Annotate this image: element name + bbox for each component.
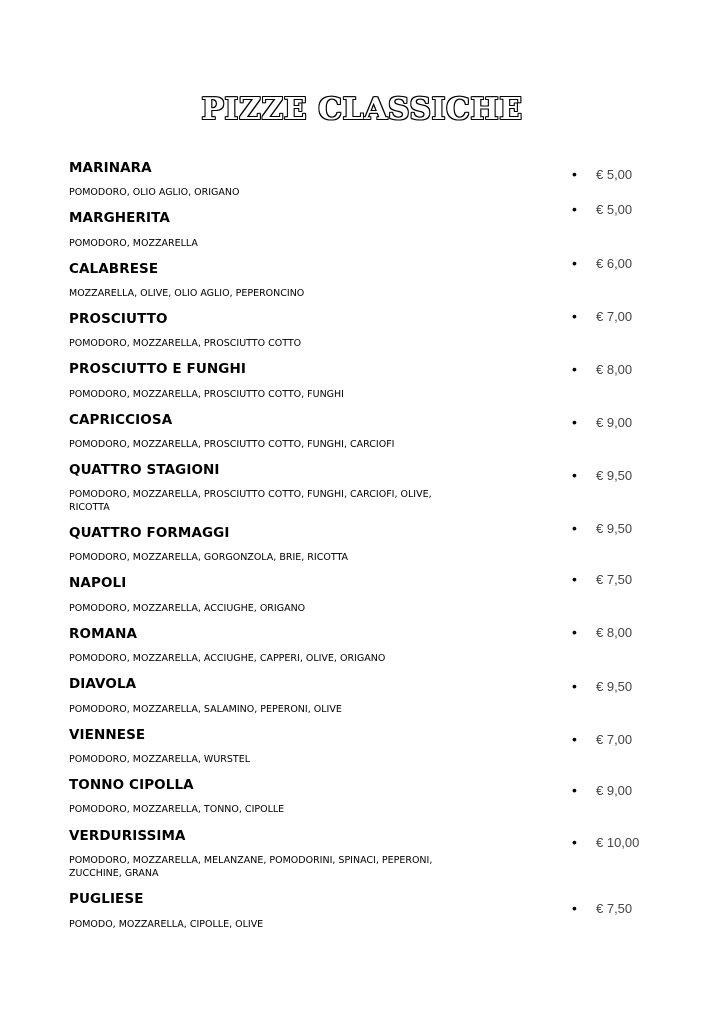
pizza-price-row: [572, 361, 632, 377]
bullet-icon: •: [572, 571, 577, 587]
pizza-price-row: [572, 678, 632, 694]
pizza-ingredients: MOZZARELLA, OLIVE, OLIO AGLIO, PEPERONCINO: [69, 288, 305, 299]
pizza-ingredients: POMODORO, MOZZARELLA, ACCIUGHE, ORIGANO: [69, 603, 306, 614]
pizza-ingredients: POMODORO, MOZZARELLA, PROSCIUTTO COTTO: [69, 338, 302, 349]
bullet-icon: •: [572, 678, 577, 694]
pizza-name: TONNO CIPOLLA: [69, 777, 194, 793]
bullet-icon: •: [572, 166, 577, 182]
bullet-icon: •: [572, 308, 577, 324]
pizza-name: VERDURISSIMA: [69, 828, 186, 844]
bullet-icon: •: [572, 782, 577, 798]
bullet-icon: •: [572, 520, 577, 536]
pizza-name: QUATTRO FORMAGGI: [69, 525, 230, 541]
pizza-name: PROSCIUTTO: [69, 311, 168, 327]
pizza-name: VIENNESE: [69, 727, 146, 743]
pizza-price-row: [572, 624, 632, 640]
pizza-ingredients: POMODORO, MOZZARELLA, TONNO, CIPOLLE: [69, 804, 285, 815]
pizza-price: € 10,00: [596, 835, 640, 850]
bullet-icon: •: [572, 900, 577, 916]
pizza-name: NAPOLI: [69, 575, 127, 591]
pizza-ingredients: POMODORO, MOZZARELLA: [69, 238, 198, 249]
pizza-price: € 7,00: [596, 309, 633, 324]
pizza-price-row: [572, 731, 632, 747]
pizza-ingredients: POMODORO, MOZZARELLA, PROSCIUTTO COTTO, FUNGHI, CARCIOFI: [69, 439, 395, 450]
bullet-icon: •: [572, 624, 577, 640]
pizza-ingredients: POMODORO, MOZZARELLA, PROSCIUTTO COTTO, FUNGHI: [69, 389, 344, 400]
pizza-name: PROSCIUTTO E FUNGHI: [69, 361, 246, 377]
pizza-name: DIAVOLA: [69, 676, 137, 692]
pizza-name: MARGHERITA: [69, 210, 170, 226]
pizza-price: € 8,00: [596, 362, 633, 377]
pizza-name: CAPRICCIOSA: [69, 412, 173, 428]
bullet-icon: •: [572, 731, 577, 747]
pizza-price-row: [572, 255, 632, 271]
pizza-price: € 9,50: [596, 521, 633, 536]
pizza-price: € 9,50: [596, 468, 633, 483]
bullet-icon: •: [572, 361, 577, 377]
pizza-price: € 7,00: [596, 732, 633, 747]
bullet-icon: •: [572, 201, 577, 217]
bullet-icon: •: [572, 834, 577, 850]
pizza-ingredients: POMODORO, MOZZARELLA, GORGONZOLA, BRIE, RICOTTA: [69, 552, 349, 563]
pizza-price-row: [572, 834, 639, 850]
pizza-price: € 9,50: [596, 679, 633, 694]
pizza-price-row: [572, 166, 632, 182]
pizza-price: € 8,00: [596, 625, 633, 640]
pizza-ingredients: POMODORO, MOZZARELLA, MELANZANE, POMODORINI, SPINACI, PEPERONI, ZUCCHINE, GRANA: [69, 855, 433, 879]
pizza-price: € 9,00: [596, 783, 633, 798]
pizza-name: PUGLIESE: [69, 891, 144, 907]
pizza-name: ROMANA: [69, 626, 138, 642]
pizza-price: € 7,50: [596, 572, 633, 587]
pizza-price-row: [572, 308, 632, 324]
pizza-price-row: [572, 520, 632, 536]
pizza-name: MARINARA: [69, 160, 152, 176]
pizza-ingredients: POMODORO, OLIO AGLIO, ORIGANO: [69, 187, 240, 198]
page-title: PIZZE CLASSICHE: [201, 92, 523, 127]
pizza-ingredients: POMODO, MOZZARELLA, CIPOLLE, OLIVE: [69, 919, 264, 930]
pizza-ingredients: POMODORO, MOZZARELLA, ACCIUGHE, CAPPERI, OLIVE, ORIGANO: [69, 653, 386, 664]
pizza-name: CALABRESE: [69, 261, 159, 277]
pizza-price: € 9,00: [596, 415, 633, 430]
pizza-price-row: [572, 414, 632, 430]
pizza-ingredients: POMODORO, MOZZARELLA, PROSCIUTTO COTTO, FUNGHI, CARCIOFI, OLIVE, RICOTTA: [69, 489, 432, 513]
bullet-icon: •: [572, 255, 577, 271]
pizza-name: QUATTRO STAGIONI: [69, 462, 220, 478]
pizza-ingredients: POMODORO, MOZZARELLA, SALAMINO, PEPERONI, OLIVE: [69, 704, 342, 715]
pizza-price-row: [572, 571, 632, 587]
pizza-price-row: [572, 782, 632, 798]
pizza-price-row: [572, 467, 632, 483]
bullet-icon: •: [572, 467, 577, 483]
pizza-price: € 7,50: [596, 901, 633, 916]
pizza-price: € 6,00: [596, 256, 633, 271]
pizza-price: € 5,00: [596, 167, 633, 182]
pizza-price: € 5,00: [596, 202, 633, 217]
pizza-ingredients: POMODORO, MOZZARELLA, WURSTEL: [69, 754, 251, 765]
pizza-price-row: [572, 201, 632, 217]
pizza-price-row: [572, 900, 632, 916]
bullet-icon: •: [572, 414, 577, 430]
